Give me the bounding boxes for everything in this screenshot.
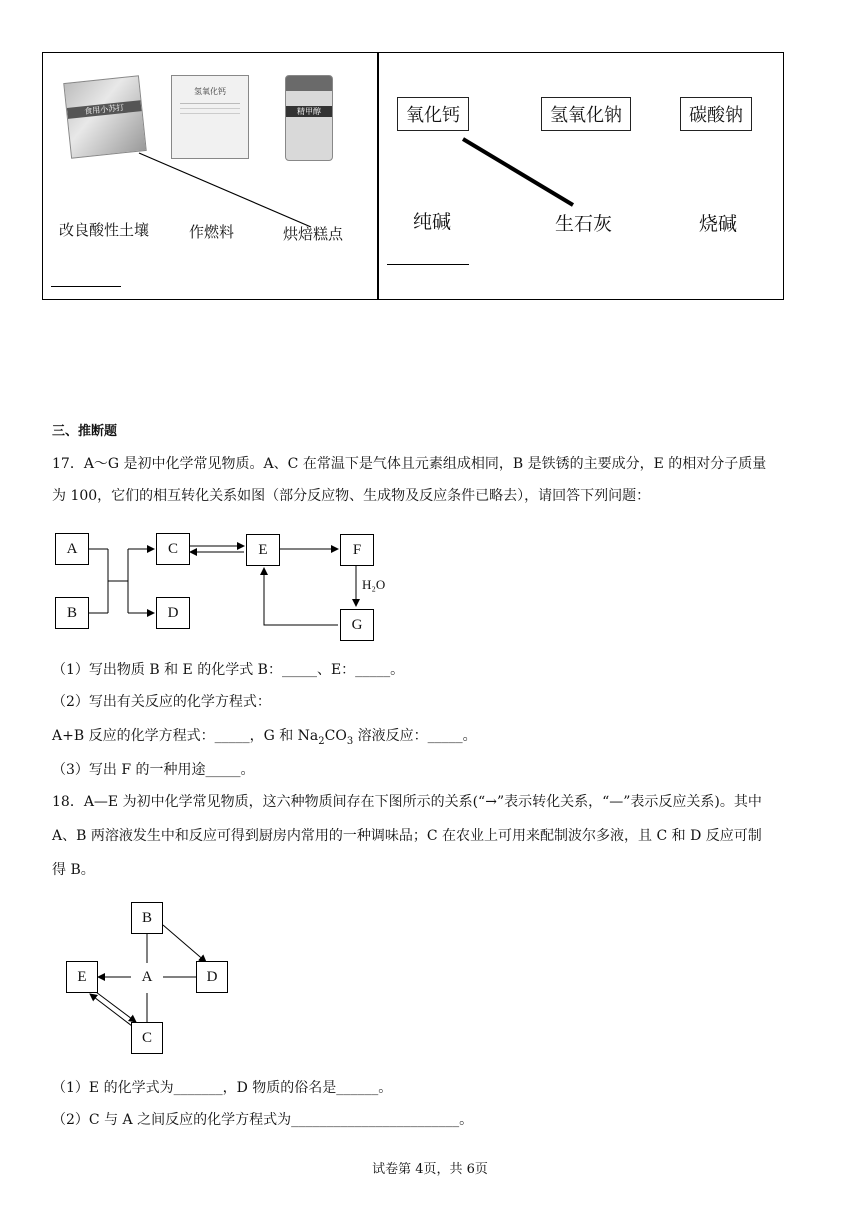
q17-sub3: （3）写出 F 的一种用途_____。 (52, 762, 255, 778)
q17-sub1: （1）写出物质 B 和 E 的化学式 B：_____、E：_____。 (52, 662, 405, 678)
q18-sub1: （1）E 的化学式为_______，D 物质的俗名是______。 (52, 1080, 393, 1096)
page-footer: 试卷第 4页，共 6页 (372, 1162, 488, 1177)
use-label-soil: 改良酸性土壤 (59, 221, 150, 239)
answer-blank-left[interactable] (51, 286, 121, 287)
common-name-soda-ash: 纯碱 (413, 211, 452, 233)
q17-sub2: （2）写出有关反应的化学方程式： (52, 694, 271, 710)
q17-node-g: G (340, 609, 374, 641)
common-name-quicklime: 生石灰 (555, 213, 613, 235)
match-line-right (377, 53, 783, 299)
q17-node-a: A (55, 533, 89, 565)
q18-node-b: B (131, 902, 163, 934)
q18-stem-line2: A、B 两溶液发生中和反应可得到厨房内常用的一种调味品；C 在农业上可用来配制波尔多液，且 C 和 D 反应可制 (52, 828, 762, 844)
methanol-bottle-photo: 精甲醇 (285, 75, 333, 161)
use-label-baking: 烘焙糕点 (283, 225, 344, 243)
answer-blank-right[interactable] (387, 264, 469, 265)
q17-node-c: C (156, 533, 190, 565)
q17-node-d: D (156, 597, 190, 629)
chemical-box-sodium-hydroxide: 氢氧化钠 (541, 97, 631, 131)
q17-sub2-equation-line: A+B 反应的化学方程式：_____，G 和 $Na_2CO_3$ 溶液反应：_____。 (52, 728, 477, 747)
q17-stem-line1: 17．A～G 是初中化学常见物质。A、C 在常温下是气体且元素组成相同，B 是铁锈的主要成分，E 的相对分子质量 (52, 456, 767, 472)
q17-node-e: E (246, 534, 280, 566)
chemical-box-calcium-oxide: 氧化钙 (397, 97, 469, 131)
q18-node-c: C (131, 1022, 163, 1054)
q17-edge-label-water: H₂O (362, 577, 386, 592)
chemical-box-sodium-carbonate: 碳酸钠 (680, 97, 752, 131)
q17-node-f: F (340, 534, 374, 566)
match-line-left (43, 53, 377, 299)
common-name-caustic-soda: 烧碱 (699, 213, 738, 235)
q17-node-b: B (55, 597, 89, 629)
q18-node-e: E (66, 961, 98, 993)
q17-stem-line2: 为 100，它们的相互转化关系如图（部分反应物、生成物及反应条件已略去），请回答下列问题： (52, 488, 651, 504)
baking-soda-photo: 食用小苏打 (63, 75, 147, 159)
calcium-hydroxide-photo: 氢氧化钙 (171, 75, 249, 159)
q18-node-a: A (131, 963, 163, 993)
q18-stem-line3: 得 B。 (52, 862, 95, 878)
q18-sub2: （2）C 与 A 之间反应的化学方程式为________________________。 (52, 1112, 474, 1128)
use-label-fuel: 作燃料 (189, 223, 235, 241)
matching-table (42, 52, 784, 300)
section-title: 三、推断题 (52, 424, 118, 439)
q18-node-d: D (196, 961, 228, 993)
q18-stem-line1: 18．A—E 为初中化学常见物质，这六种物质间存在下图所示的关系(“→”表示转化关系，“—”表示反应关系)。其中 (52, 794, 762, 810)
